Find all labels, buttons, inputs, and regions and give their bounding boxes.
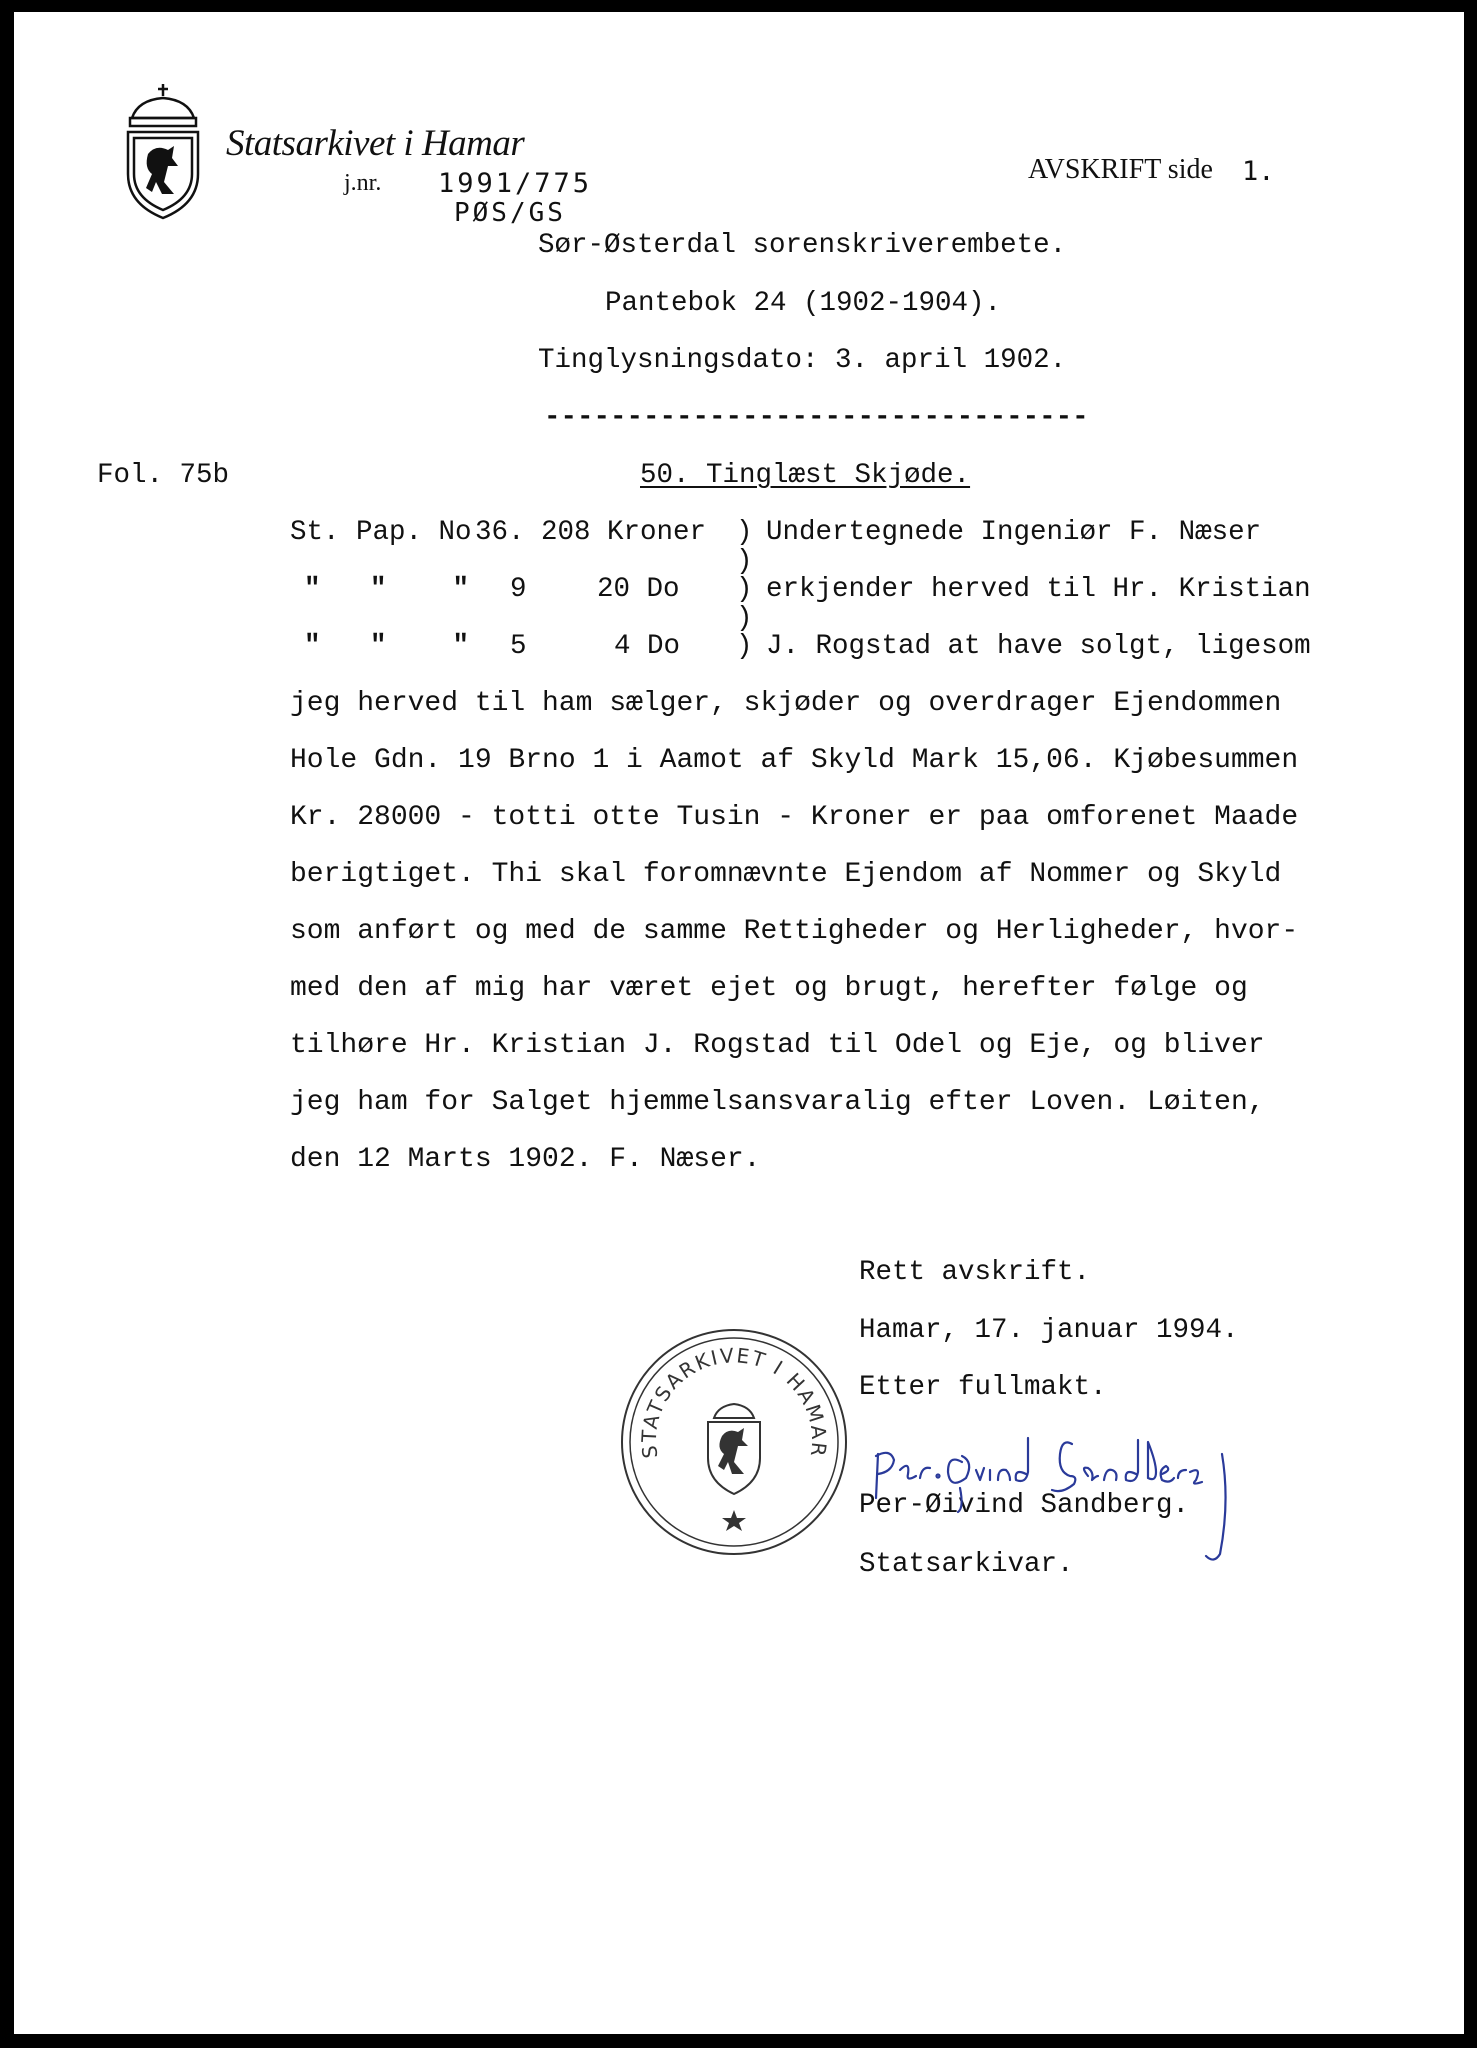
body-line: den 12 Marts 1902. F. Næser. [290,1144,761,1175]
stamp-row-1-label: St. Pap. No [290,517,472,548]
separator-rule: --------------------------------- [544,402,1089,433]
body-line: Hole Gdn. 19 Brno 1 i Aamot af Skyld Mark 15,06. Kjøbesummen [290,745,1299,776]
folio-reference: Fol. 75b [97,460,230,491]
book-title: Pantebok 24 (1902-1904). [605,288,1002,319]
stamp-row-1-paren: ) [736,517,753,548]
stamp-paren-mid-1: ) [736,546,753,577]
body-line: Kr. 28000 - totti otte Tusin - Kroner er paa omforenet Maade [290,802,1299,833]
body-line: tilhøre Hr. Kristian J. Rogstad til Odel og Eje, og bliver [290,1030,1265,1061]
jnr-value: 1991/775 [438,168,593,199]
stamp-row-2-text: erkjender herved til Hr. Kristian [766,574,1311,605]
stamp-row-3-paren: ) [736,631,753,662]
court-title: Sør-Østerdal sorenskriverembete. [538,230,1067,261]
stamp-text: STATSARKIVET I HAMAR [636,1343,832,1460]
stamp-row-2-paren: ) [736,574,753,605]
signer-role: Statsarkivar. [859,1549,1074,1580]
jnr-label: j.nr. [344,170,382,196]
closing-place-date: Hamar, 17. januar 1994. [859,1315,1239,1346]
stamp-paren-mid-2: ) [736,603,753,634]
stamp-row-1-value: 36. 208 Kroner [475,517,707,548]
avskrift-label: AVSKRIFT side [1028,154,1213,185]
handwritten-signature [866,1432,1256,1572]
body-line: med den af mig har været ejet og brugt, herefter følge og [290,973,1248,1004]
stamp-row-2-label: " " " [304,574,470,605]
stamp-row-3-amount: 4 Do [614,631,681,662]
initials: PØS/GS [454,198,566,228]
official-stamp [618,1326,850,1558]
closing-authority: Etter fullmakt. [859,1372,1107,1403]
stamp-row-1-text: Undertegnede Ingeniør F. Næser [766,517,1262,548]
document-page [14,12,1464,2034]
stamp-row-3-number: 5 [510,631,527,662]
entry-heading: 50. Tinglæst Skjøde. [640,460,971,491]
institution-name: Statsarkivet i Hamar [226,123,525,164]
coat-of-arms-icon [118,82,208,222]
stamp-row-3-label: " " " [304,631,470,662]
body-line: jeg ham for Salget hjemmelsansvaralig efter Loven. Løiten, [290,1087,1265,1118]
stamp-row-2-amount: 20 Do [597,574,680,605]
stamp-row-2-number: 9 [510,574,527,605]
signer-name: Per-Øivind Sandberg. [859,1490,1190,1521]
registration-date: Tinglysningsdato: 3. april 1902. [538,345,1067,376]
page-number: 1. [1242,156,1275,187]
body-line: jeg herved til ham sælger, skjøder og overdrager Ejendommen [290,688,1282,719]
body-line: berigtiget. Thi skal foromnævnte Ejendom af Nommer og Skyld [290,859,1282,890]
body-line: som anført og med de samme Rettigheder og Herligheder, hvor- [290,916,1299,947]
closing-certification: Rett avskrift. [859,1257,1091,1288]
stamp-row-3-text: J. Rogstad at have solgt, ligesom [766,631,1311,662]
